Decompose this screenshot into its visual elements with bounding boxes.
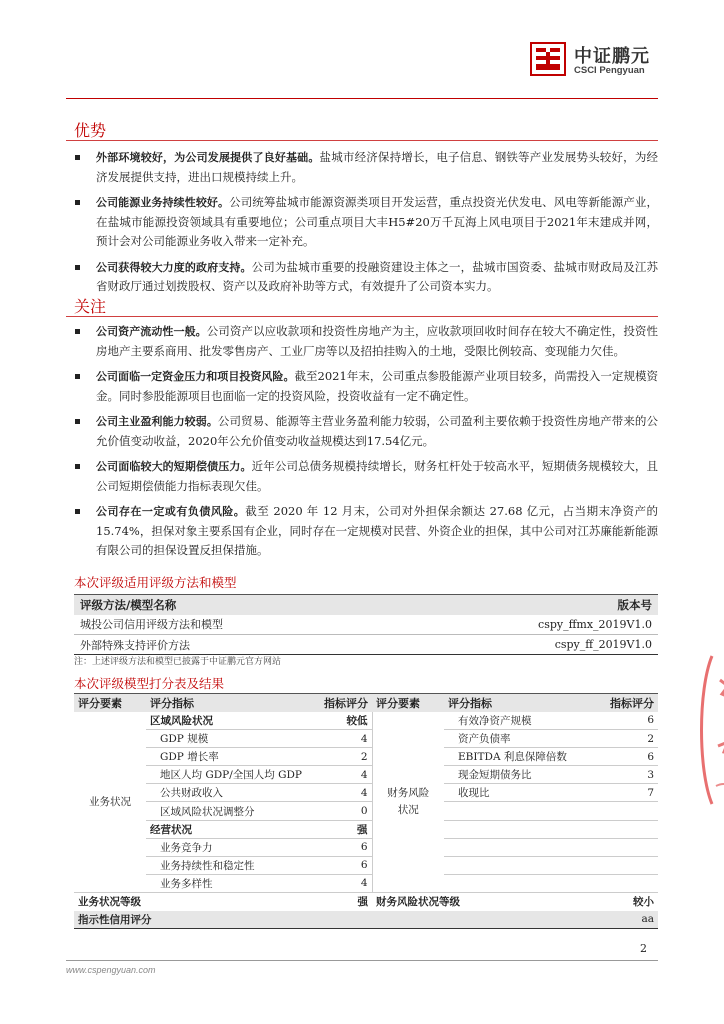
region-indicator: GDP 规模 [146, 730, 316, 748]
empty-cell [594, 874, 658, 892]
advantage-bullet [74, 258, 658, 297]
advantage-bullet-text: 公司为盐城市重要的投融资建设主体之一，盐城市国资委、盐城市财政局及江苏省财政厅通过划拨股权、资产以及政府补助等方式，有效提升了公司资本实力。 [96, 259, 659, 293]
table-row [74, 635, 658, 655]
concern-bullet [74, 322, 658, 361]
empty-cell [594, 820, 658, 838]
region-score: 4 [316, 730, 372, 748]
advantages-list [74, 148, 658, 297]
empty-cell [444, 838, 594, 856]
table-row [74, 856, 658, 874]
table-row [74, 874, 658, 892]
concern-bullet [74, 412, 658, 451]
region-indicator: 区域风险状况调整分 [146, 802, 316, 820]
concern-bullet-lead: 公司存在一定或有负债风险。 [96, 505, 246, 518]
grade-summary-row [74, 892, 658, 910]
red-seal-stamp-icon [690, 650, 724, 810]
empty-cell [444, 856, 594, 874]
method-table-note: 注：上述评级方法和模型已披露于中证鹏元官方网站 [74, 657, 282, 667]
advantages-rule [66, 140, 658, 141]
concern-bullet-lead: 公司资产流动性一般。 [96, 325, 207, 338]
logo-chinese-name: 中证鹏元 [574, 46, 650, 67]
fin-score: 3 [594, 766, 658, 784]
header-indicator-left: 评分指标 [146, 694, 316, 712]
fin-indicator: 现金短期债务比 [444, 766, 594, 784]
method-name: 外部特殊支持评价方法 [74, 635, 396, 655]
business-grade-value: 强 [316, 892, 372, 910]
advantage-bullet [74, 148, 658, 187]
empty-cell [594, 838, 658, 856]
concern-bullet-lead: 公司面临较大的短期偿债压力。 [96, 460, 252, 473]
logo-mark-icon [530, 42, 566, 76]
table-row [74, 730, 658, 748]
table-row [74, 615, 658, 635]
advantage-bullet-text: 公司统筹盐城市能源资源类项目开发运营，重点投资光伏发电、风电等新能源产业，在盐城市能源投资领域具有重要地位；公司重点项目大丰H5#20万千瓦海上风电项目于2021年末建成并网，预计会对公司能源业务收入带来一定补充。 [96, 195, 658, 248]
concern-bullet-text: 截至 2020 年 12 月末，公司对外担保余额达 27.68 亿元，占当期末净资产的 15.74%，担保对象主要系国有企业，同时存在一定规模对民营、外资企业的担保，其中公司对江苏廉能新能源有限公司的担保设置反担保措施。 [96, 504, 658, 557]
advantage-bullet-lead: 外部环境较好，为公司发展提供了良好基础。 [96, 151, 320, 164]
concern-bullet-text: 截至2021年末，公司重点参股能源产业项目较多，尚需投入一定规模资金。同时参股能源项目也面临一定的投资风险，投资收益有一定不确定性。 [96, 369, 659, 403]
header-divider [66, 98, 658, 99]
method-name: 城投公司信用评级方法和模型 [74, 615, 396, 635]
footer-divider [66, 960, 658, 961]
empty-cell [444, 820, 594, 838]
business-factor-cell: 业务状况 [74, 712, 146, 893]
ops-indicator: 业务竞争力 [146, 838, 316, 856]
fin-score: 7 [594, 784, 658, 802]
fin-indicator: EBITDA 利息保障倍数 [444, 748, 594, 766]
region-score: 2 [316, 748, 372, 766]
method-table-header [74, 595, 658, 615]
concern-bullet-lead: 公司面临一定资金压力和项目投资风险。 [96, 370, 295, 383]
region-score: 0 [316, 802, 372, 820]
ops-score: 6 [316, 856, 372, 874]
financial-grade-value: 较小 [594, 892, 658, 910]
page-number: 2 [640, 942, 647, 955]
region-indicator: 公共财政收入 [146, 784, 316, 802]
concerns-list [74, 322, 658, 561]
advantage-bullet-lead: 公司能源业务持续性较好。 [96, 196, 230, 209]
region-score: 4 [316, 766, 372, 784]
ops-indicator: 业务持续性和稳定性 [146, 856, 316, 874]
header-score-right: 指标评分 [594, 694, 658, 712]
fin-score: 6 [594, 712, 658, 730]
financial-factor-cell [372, 712, 444, 893]
region-score: 4 [316, 784, 372, 802]
header-indicator-right: 评分指标 [444, 694, 594, 712]
header-factor-left: 评分要素 [74, 694, 146, 712]
table-row [74, 838, 658, 856]
business-grade-label: 业务状况等级 [74, 892, 316, 910]
method-header-version: 版本号 [396, 595, 658, 615]
advantage-bullet [74, 193, 658, 252]
table-row [74, 784, 658, 802]
method-header-name: 评级方法/模型名称 [74, 595, 396, 615]
table-row [74, 712, 658, 730]
concern-bullet-text: 公司贸易、能源等主营业务盈利能力较弱，公司盈利主要依赖于投资性房地产带来的公允价值变动收益，2020年公允价值变动收益规模达到17.54亿元。 [96, 414, 659, 448]
ops-score: 4 [316, 874, 372, 892]
table-row [74, 748, 658, 766]
header-score-left: 指标评分 [316, 694, 372, 712]
ops-indicator: 业务多样性 [146, 874, 316, 892]
concern-bullet-text: 近年公司总债务规模持续增长，财务杠杆处于较高水平，短期债务规模较大，且公司短期偿债能力指标表现欠佳。 [96, 459, 659, 493]
indicative-score-label: 指示性信用评分 [74, 911, 594, 929]
concern-bullet-lead: 公司主业盈利能力较弱。 [96, 415, 218, 428]
indicative-score-row [74, 911, 658, 929]
ops-score: 6 [316, 838, 372, 856]
empty-cell [594, 856, 658, 874]
region-indicator: GDP 增长率 [146, 748, 316, 766]
financial-factor-line1: 财务风险 [387, 786, 430, 799]
header-factor-right: 评分要素 [372, 694, 444, 712]
financial-factor-line2: 状况 [397, 803, 419, 816]
advantages-heading: 优势 [74, 121, 107, 140]
concern-bullet-text: 公司资产以应收款项和投资性房地产为主，应收款项回收时间存在较大不确定性，投资性房地产主要系商用、批发零售房产、工业厂房等以及招拍挂购入的土地，受限比例较高、变现能力欠佳。 [96, 324, 659, 358]
advantage-bullet-lead: 公司获得较大力度的政府支持。 [96, 260, 252, 274]
concern-bullet [74, 457, 658, 496]
score-table-title: 本次评级模型打分表及结果 [74, 676, 225, 691]
table-row [74, 766, 658, 784]
concerns-rule [66, 316, 658, 317]
region-group-score: 较低 [316, 712, 372, 730]
ops-group-score: 强 [316, 820, 372, 838]
concern-bullet [74, 502, 658, 561]
method-version: cspy_ff_2019V1.0 [396, 635, 658, 655]
fin-indicator: 有效净资产规模 [444, 712, 594, 730]
indicative-score-value: aa [594, 911, 658, 929]
score-table [74, 693, 658, 929]
table-row [74, 820, 658, 838]
concern-bullet [74, 367, 658, 406]
region-indicator: 地区人均 GDP/全国人均 GDP [146, 766, 316, 784]
empty-cell [444, 874, 594, 892]
method-version: cspy_ffmx_2019V1.0 [396, 615, 658, 635]
empty-cell [444, 802, 594, 820]
method-table [74, 594, 658, 655]
empty-cell [594, 802, 658, 820]
score-table-header [74, 694, 658, 712]
logo-english-name: CSCI Pengyuan [574, 65, 645, 76]
table-row [74, 802, 658, 820]
fin-indicator: 收现比 [444, 784, 594, 802]
ops-group-label: 经营状况 [146, 820, 316, 838]
concerns-heading: 关注 [74, 297, 107, 316]
company-logo [530, 38, 660, 78]
method-table-title: 本次评级适用评级方法和模型 [74, 575, 237, 590]
region-group-label: 区域风险状况 [146, 712, 316, 730]
fin-score: 6 [594, 748, 658, 766]
footer-url: www.cspengyuan.com [66, 965, 156, 975]
financial-grade-label: 财务风险状况等级 [372, 892, 594, 910]
advantage-bullet-text: 盐城市经济保持增长，电子信息、钢铁等产业发展势头较好，为经济发展提供支持，进出口规模持续上升。 [96, 150, 659, 184]
fin-indicator: 资产负债率 [444, 730, 594, 748]
fin-score: 2 [594, 730, 658, 748]
